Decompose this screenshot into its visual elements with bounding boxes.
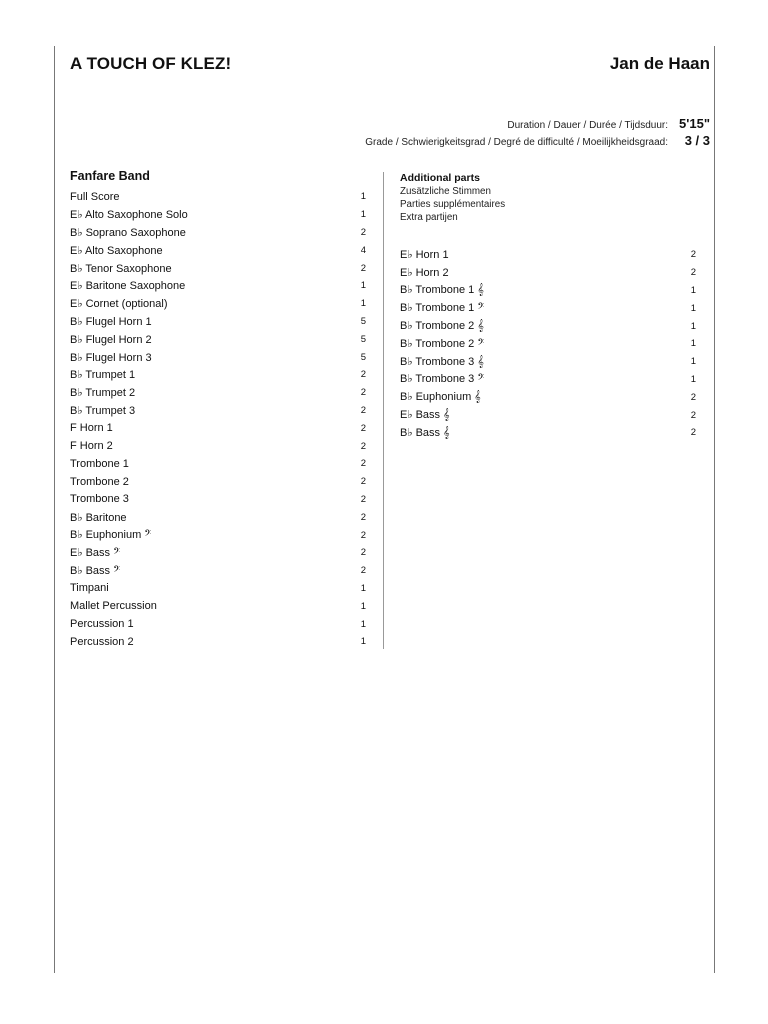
part-row — [400, 353, 696, 371]
part-quantity: 1 — [360, 191, 366, 203]
part-quantity: 4 — [360, 244, 366, 256]
grade-value: 3 / 3 — [684, 133, 710, 148]
duration-label: Duration / Dauer / Durée / Tijdsduur: — [507, 120, 668, 131]
part-name: Percussion 1 — [70, 618, 134, 631]
part-row — [400, 406, 696, 424]
part-row — [70, 241, 366, 259]
part-quantity: 1 — [360, 618, 366, 630]
part-row — [70, 224, 366, 242]
part-row — [70, 526, 366, 544]
part-row — [70, 330, 366, 348]
part-quantity: 2 — [360, 387, 366, 399]
part-quantity: 1 — [360, 280, 366, 292]
part-row — [70, 562, 366, 580]
composer-name: Jan de Haan — [609, 54, 710, 73]
piece-title: A TOUCH OF KLEZ! — [70, 54, 232, 73]
additional-parts-dutch: Extra partijen — [400, 212, 458, 223]
part-name: Mallet Percussion — [70, 600, 157, 613]
part-name: B♭ Flugel Horn 3 — [70, 351, 152, 364]
part-quantity: 2 — [360, 565, 366, 577]
additional-parts-heading: Additional parts — [400, 172, 480, 184]
part-row — [70, 473, 366, 491]
part-row — [70, 259, 366, 277]
part-quantity: 2 — [690, 409, 696, 421]
part-quantity: 1 — [360, 582, 366, 594]
part-row — [70, 295, 366, 313]
part-quantity: 5 — [360, 315, 366, 327]
part-name: B♭ Trumpet 1 — [70, 369, 136, 382]
part-name: B♭ Trumpet 2 — [70, 387, 136, 400]
part-quantity: 1 — [360, 600, 366, 612]
part-quantity: 1 — [360, 298, 366, 310]
part-name: Trombone 2 — [70, 475, 129, 488]
part-name: Full Score — [70, 190, 120, 203]
part-quantity: 2 — [690, 267, 696, 279]
part-name: B♭ Euphonium 𝄞 — [400, 391, 481, 404]
part-quantity: 2 — [360, 458, 366, 470]
part-row — [400, 317, 696, 335]
part-quantity: 2 — [360, 262, 366, 274]
part-name: E♭ Alto Saxophone — [70, 244, 163, 257]
part-row — [70, 455, 366, 473]
part-row — [70, 491, 366, 509]
part-name: B♭ Flugel Horn 2 — [70, 333, 152, 346]
part-quantity: 2 — [690, 427, 696, 439]
part-quantity: 1 — [360, 636, 366, 648]
part-row — [70, 206, 366, 224]
part-quantity: 1 — [690, 302, 696, 314]
part-quantity: 2 — [360, 369, 366, 381]
part-row — [70, 615, 366, 633]
part-name: E♭ Bass 𝄢 — [70, 546, 121, 559]
part-name: E♭ Cornet (optional) — [70, 298, 168, 311]
grade-label: Grade / Schwierigkeitsgrad / Degré de difficulté / Moeilijkheidsgraad: — [365, 137, 668, 148]
part-quantity: 1 — [690, 373, 696, 385]
fanfare-parts-list — [70, 188, 366, 651]
part-name: B♭ Trombone 3 𝄞 — [400, 355, 484, 368]
part-quantity: 5 — [360, 351, 366, 363]
part-name: B♭ Trombone 3 𝄢 — [400, 373, 485, 386]
part-quantity: 2 — [360, 511, 366, 523]
part-name: B♭ Bass 𝄞 — [400, 426, 450, 439]
part-name: E♭ Horn 1 — [400, 249, 449, 262]
part-name: B♭ Flugel Horn 1 — [70, 315, 152, 328]
part-name: B♭ Trombone 1 𝄢 — [400, 302, 485, 315]
part-quantity: 5 — [360, 333, 366, 345]
part-quantity: 2 — [360, 422, 366, 434]
part-row — [400, 371, 696, 389]
part-row — [400, 299, 696, 317]
part-row — [70, 508, 366, 526]
part-row — [70, 366, 366, 384]
part-row — [70, 544, 366, 562]
fanfare-band-heading: Fanfare Band — [70, 169, 150, 183]
part-quantity: 1 — [690, 338, 696, 350]
part-quantity: 2 — [690, 391, 696, 403]
part-quantity: 2 — [360, 440, 366, 452]
part-row — [400, 388, 696, 406]
part-name: F Horn 1 — [70, 422, 113, 435]
part-quantity: 2 — [360, 547, 366, 559]
part-quantity: 2 — [360, 529, 366, 541]
part-row — [70, 188, 366, 206]
part-row — [70, 348, 366, 366]
part-row — [70, 597, 366, 615]
part-name: Trombone 3 — [70, 493, 129, 506]
part-quantity: 1 — [690, 320, 696, 332]
part-name: F Horn 2 — [70, 440, 113, 453]
part-name: B♭ Trombone 1 𝄞 — [400, 284, 484, 297]
part-name: Trombone 1 — [70, 457, 129, 470]
part-name: B♭ Trombone 2 𝄞 — [400, 320, 484, 333]
part-row — [400, 335, 696, 353]
part-row — [400, 282, 696, 300]
part-name: Timpani — [70, 582, 109, 595]
part-name: B♭ Trombone 2 𝄢 — [400, 337, 485, 350]
column-divider — [383, 172, 384, 649]
part-quantity: 2 — [360, 226, 366, 238]
part-name: E♭ Alto Saxophone Solo — [70, 209, 188, 222]
part-name: E♭ Bass 𝄞 — [400, 409, 450, 422]
part-name: B♭ Tenor Saxophone — [70, 262, 172, 275]
left-margin-rule — [54, 46, 55, 973]
part-quantity: 1 — [690, 356, 696, 368]
part-name: Percussion 2 — [70, 635, 134, 648]
grade-row — [365, 133, 710, 148]
part-quantity: 1 — [360, 209, 366, 221]
part-row — [70, 419, 366, 437]
part-name: E♭ Baritone Saxophone — [70, 280, 186, 293]
part-name: B♭ Soprano Saxophone — [70, 226, 186, 239]
part-quantity: 1 — [690, 284, 696, 296]
part-name: B♭ Baritone — [70, 511, 127, 524]
part-row — [400, 264, 696, 282]
right-margin-rule — [714, 46, 715, 973]
part-quantity: 2 — [360, 404, 366, 416]
duration-value: 5'15" — [679, 116, 710, 131]
part-quantity: 2 — [690, 249, 696, 261]
part-name: B♭ Euphonium 𝄢 — [70, 529, 152, 542]
part-quantity: 2 — [360, 476, 366, 488]
additional-parts-list — [400, 246, 696, 442]
part-name: B♭ Bass 𝄢 — [70, 564, 121, 577]
additional-parts-french: Parties supplémentaires — [400, 199, 506, 210]
part-row — [70, 633, 366, 651]
part-row — [70, 313, 366, 331]
part-row — [70, 580, 366, 598]
part-name: B♭ Trumpet 3 — [70, 404, 136, 417]
part-row — [400, 424, 696, 442]
part-row — [70, 384, 366, 402]
part-row — [70, 402, 366, 420]
part-row — [400, 246, 696, 264]
part-name: E♭ Horn 2 — [400, 267, 449, 280]
additional-parts-german: Zusätzliche Stimmen — [400, 186, 491, 197]
part-row — [70, 437, 366, 455]
part-quantity: 2 — [360, 493, 366, 505]
duration-row — [507, 116, 710, 131]
part-row — [70, 277, 366, 295]
